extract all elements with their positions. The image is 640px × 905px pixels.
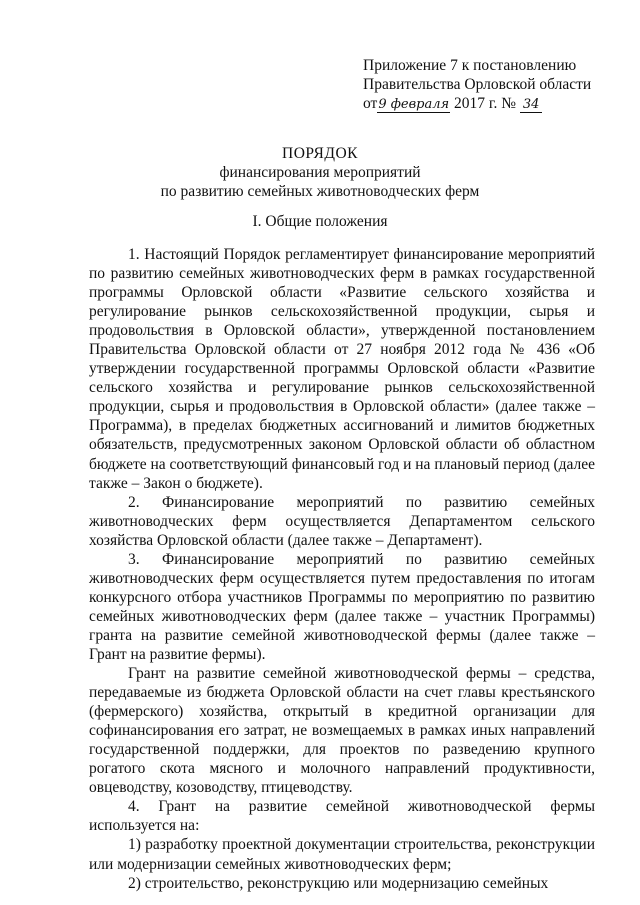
paragraph-4-item-2: 2) строительство, реконструкцию или модернизацию семейных xyxy=(128,874,549,892)
document-body xyxy=(89,245,595,893)
paragraph-4: 4. Грант на развитие семейной животноводческой фермы используется на: xyxy=(89,798,595,835)
date-prefix: от xyxy=(363,95,378,112)
paragraph-1: 1. Настоящий Порядок регламентирует финансирование мероприятий по развитию семейных животноводческих ферм в рамках государственной программы Орловской области «Развитие сельского хозяйства и регулирование рынков сельскохозяйственной продукции, сырья и продовольствия в Орловской области», утвержденной постановлением Правительства Орловской области от 27 ноября 2012 года № 436 «Об утверждении государственной программы Орловской области «Развитие сельского хозяйства и регулирование рынков сельскохозяйственной продукции, сырья и продовольствия в Орловской области» (далее также – Программа), в пределах бюджетных ассигнований и лимитов бюджетных обязательств, предусмотренных законом Орловской области об областном бюджете на соответствующий финансовый год и на плановый период (далее также – Закон о бюджете). xyxy=(89,246,596,492)
date-suffix: 2017 г. № xyxy=(454,95,517,112)
document-title: ПОРЯДОК xyxy=(282,145,358,162)
paragraph-grant-definition: Грант на развитие семейной животноводческой фермы – средства, передаваемые из бюджета Орловской области на счет главы крестьянского (фермерского) хозяйства, открытый в кредитной организации для софинансирования его затрат, не возмещаемых в рамках иных направлений государственной поддержки, для проектов по разведению крупного рогатого скота мясного и молочного направлений продуктивности, овцеводству, козоводству, птицеводству. xyxy=(89,665,595,797)
appendix-line-2: Правительства Орловской области xyxy=(363,76,592,93)
paragraph-2: 2. Финансирование мероприятий по развитию семейных животноводческих ферм осуществляется Департаментом сельского хозяйства Орловской области (далее также – Департамент). xyxy=(89,493,595,549)
document-title-block xyxy=(0,144,640,201)
section-heading: I. Общие положения xyxy=(252,213,388,230)
paragraph-4-item-1: 1) разработку проектной документации строительства, реконструкции или модернизации семейных животноводческих ферм; xyxy=(89,836,595,873)
appendix-date-line xyxy=(363,94,603,114)
handwritten-number: 34 xyxy=(520,97,543,113)
document-subtitle-line-1: финансирования мероприятий xyxy=(219,164,421,181)
handwritten-date: 9 февраля xyxy=(378,97,450,112)
appendix-header xyxy=(363,56,603,114)
appendix-line-1: Приложение 7 к постановлению xyxy=(363,57,577,74)
paragraph-3: 3. Финансирование мероприятий по развитию семейных животноводческих ферм осуществляется путем предоставления по итогам конкурсного отбора участников Программы по мероприятию по развитию семейных животноводческих ферм (далее также – участник Программы) гранта на развитие семейной животноводческой фермы (далее также – Грант на развитие фермы). xyxy=(89,550,595,663)
document-subtitle-line-2: по развитию семейных животноводческих ферм xyxy=(160,183,480,200)
